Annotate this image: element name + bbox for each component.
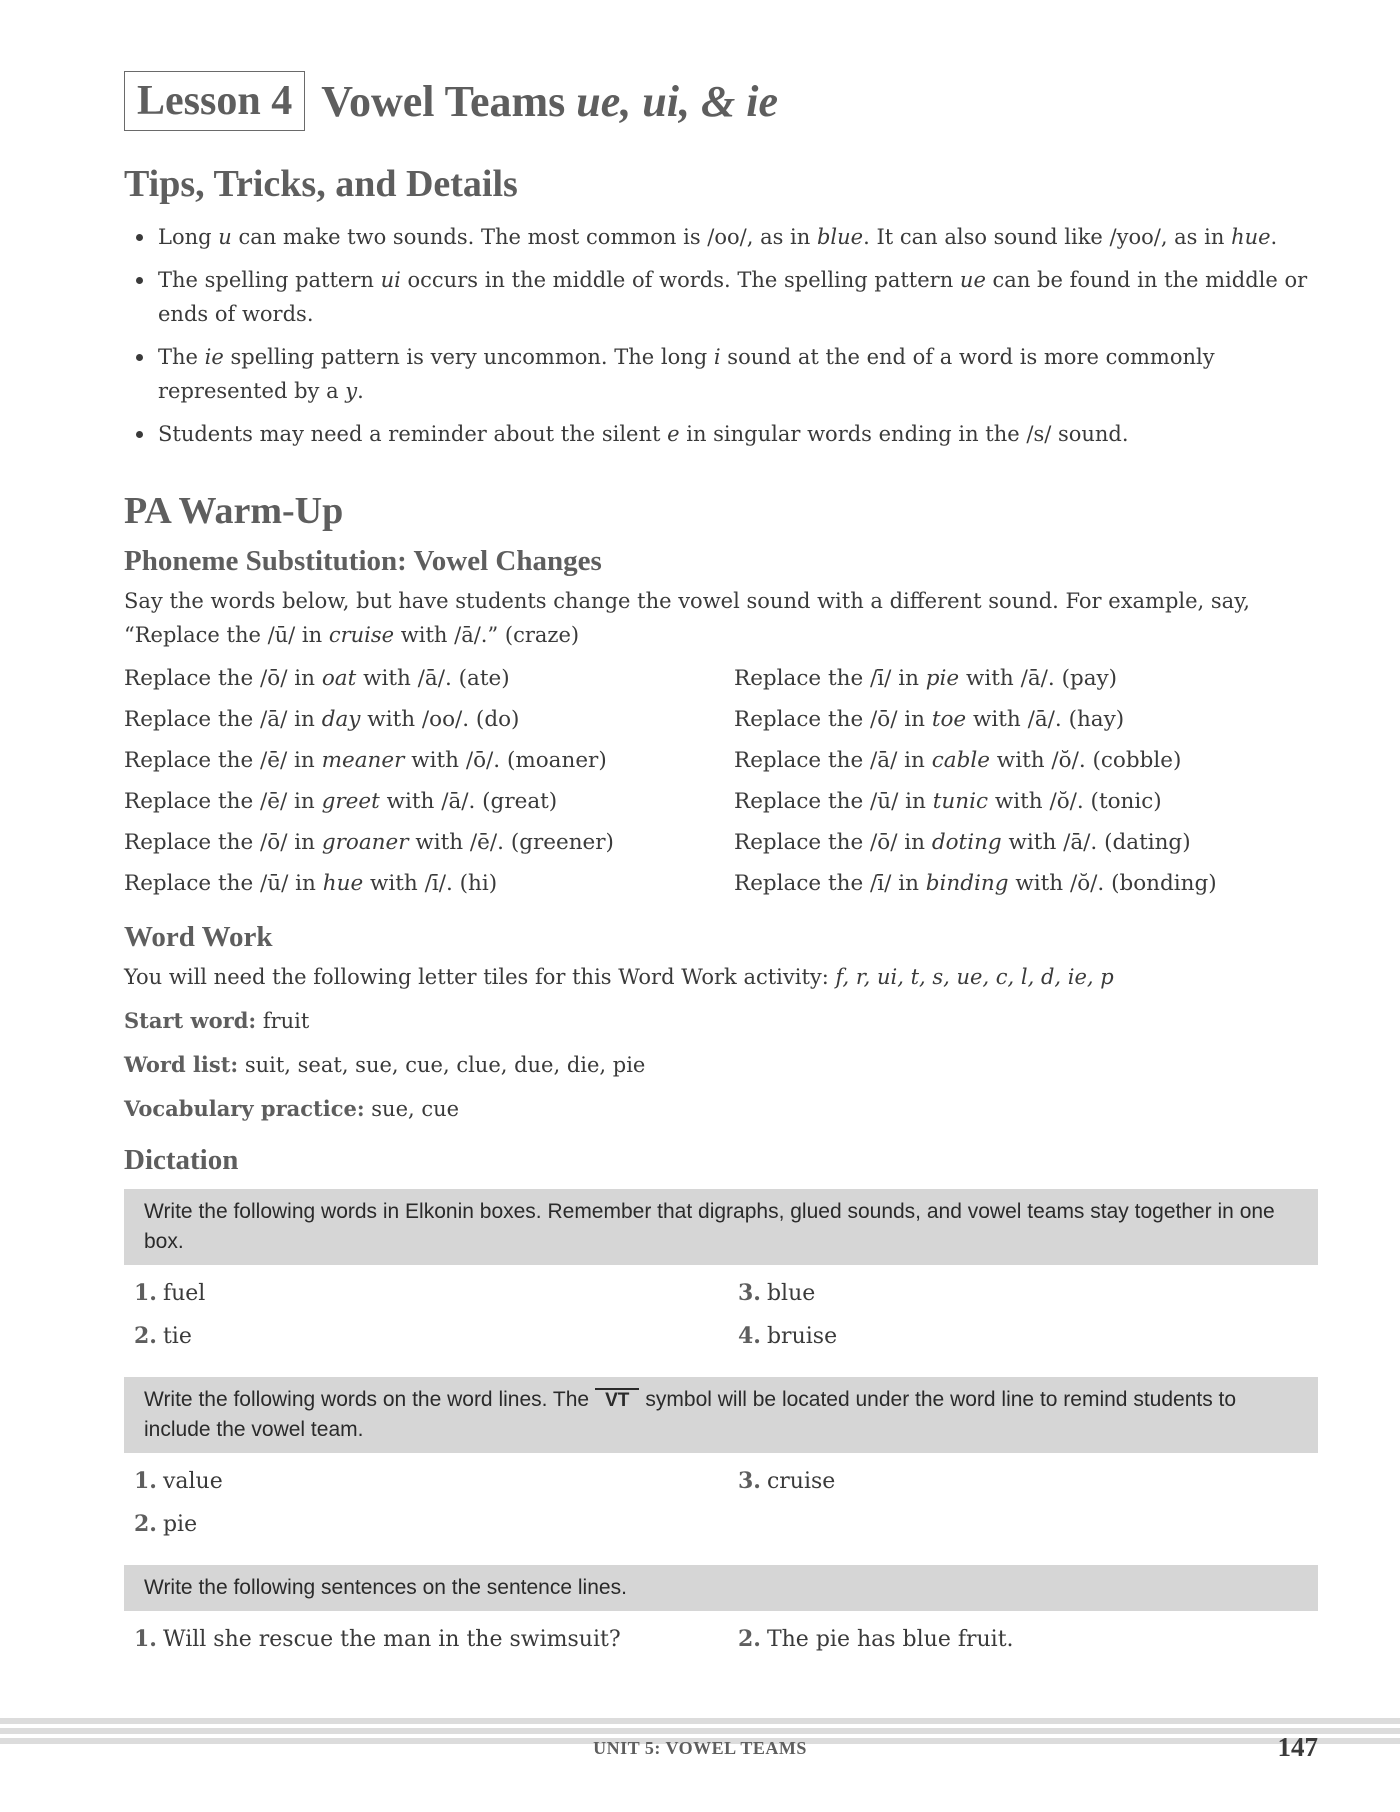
- lesson-header: [124, 70, 1318, 132]
- tip-item: The spelling pattern ui occurs in the middle of words. The spelling pattern ue can be found in the middle or ends of words.: [124, 263, 1318, 331]
- replace-item: Replace the /ī/ in binding with /ŏ/. (bonding): [734, 871, 1217, 896]
- dictation-section: [124, 1144, 1318, 1658]
- vocabulary-practice: Vocabulary practice: sue, cue: [124, 1096, 460, 1121]
- lesson-title: [321, 76, 778, 127]
- list-item: 1. fuel: [134, 1280, 206, 1306]
- list-item: 3. cruise: [738, 1468, 836, 1494]
- dictation-instruction-3: Write the following sentences on the sentence lines.: [124, 1565, 1318, 1611]
- dictation-words-1: [124, 1275, 1318, 1355]
- tip-item: Long u can make two sounds. The most common is /oo/, as in blue. It can also sound like /yoo/, as in hue.: [124, 220, 1318, 254]
- dictation-words-2: [124, 1463, 1318, 1543]
- lesson-title-italic: ue, ui, & ie: [576, 76, 778, 126]
- tips-list: [124, 220, 1318, 451]
- lesson-number-box: Lesson 4: [124, 71, 305, 131]
- pa-heading: PA Warm-Up: [124, 490, 344, 532]
- tip-item: Students may need a reminder about the silent e in singular words ending in the /s/ sound.: [124, 417, 1318, 451]
- list-item: 2. The pie has blue fruit.: [738, 1626, 1014, 1652]
- list-item: 1. Will she rescue the man in the swimsuit?: [134, 1626, 621, 1652]
- word-work-heading: Word Work: [124, 921, 273, 953]
- pa-warmup-section: [124, 489, 1318, 901]
- list-item: 2. pie: [134, 1511, 198, 1537]
- page-content: [124, 70, 1318, 1658]
- list-item: 1. value: [134, 1468, 223, 1494]
- replace-item: Replace the /ē/ in greet with /ā/. (great): [124, 789, 558, 814]
- replace-item: Replace the /ū/ in hue with /ī/. (hi): [124, 871, 498, 896]
- footer-unit-label: UNIT 5: VOWEL TEAMS: [593, 1738, 807, 1758]
- replace-item: Replace the /ō/ in doting with /ā/. (dating): [734, 830, 1191, 855]
- replace-item: Replace the /ā/ in cable with /ŏ/. (cobble): [734, 748, 1182, 773]
- list-item: 2. tie: [134, 1323, 192, 1349]
- replace-list: [124, 662, 1318, 901]
- replace-item: Replace the /ī/ in pie with /ā/. (pay): [734, 666, 1118, 691]
- replace-item: Replace the /ē/ in meaner with /ō/. (moaner): [124, 748, 607, 773]
- tips-heading: Tips, Tricks, and Details: [124, 163, 518, 205]
- page-footer: [0, 1718, 1400, 1778]
- word-work-section: [124, 921, 1318, 1126]
- replace-item: Replace the /ō/ in toe with /ā/. (hay): [734, 707, 1125, 732]
- dictation-heading: Dictation: [124, 1144, 239, 1176]
- tip-item: The ie spelling pattern is very uncommon. The long i sound at the end of a word is more commonly represented by a y.: [124, 340, 1318, 408]
- vowel-team-symbol: VT: [595, 1388, 639, 1412]
- word-work-intro: You will need the following letter tiles for this Word Work activity: f, r, ui, t, s, ue, c, l, d, ie, p: [124, 965, 1114, 989]
- replace-item: Replace the /ō/ in oat with /ā/. (ate): [124, 666, 510, 691]
- letter-tiles: f, r, ui, t, s, ue, c, l, d, ie, p: [835, 965, 1114, 989]
- pa-intro: Say the words below, but have students change the vowel sound with a different sound. For example, say, “Replace the /ū/ in cruise with /ā/.” (craze): [124, 589, 1250, 647]
- dictation-sentences: [124, 1621, 1318, 1658]
- dictation-instruction-2: Write the following words on the word lines. The VT symbol will be located under the word line to remind students to include the vowel team.: [124, 1377, 1318, 1453]
- list-item: 4. bruise: [738, 1323, 838, 1349]
- dictation-instruction-1: Write the following words in Elkonin boxes. Remember that digraphs, glued sounds, and vowel teams stay together in one box.: [124, 1189, 1318, 1265]
- replace-item: Replace the /ū/ in tunic with /ŏ/. (tonic): [734, 789, 1162, 814]
- replace-item: Replace the /ā/ in day with /oo/. (do): [124, 707, 520, 732]
- pa-subheading: Phoneme Substitution: Vowel Changes: [124, 545, 602, 577]
- list-item: 3. blue: [738, 1280, 816, 1306]
- replace-item: Replace the /ō/ in groaner with /ē/. (greener): [124, 830, 614, 855]
- start-word: Start word: fruit: [124, 1008, 310, 1033]
- word-list: Word list: suit, seat, sue, cue, clue, due, die, pie: [124, 1052, 646, 1077]
- lesson-title-text: Vowel Teams: [321, 76, 577, 126]
- page-number: 147: [1277, 1732, 1318, 1762]
